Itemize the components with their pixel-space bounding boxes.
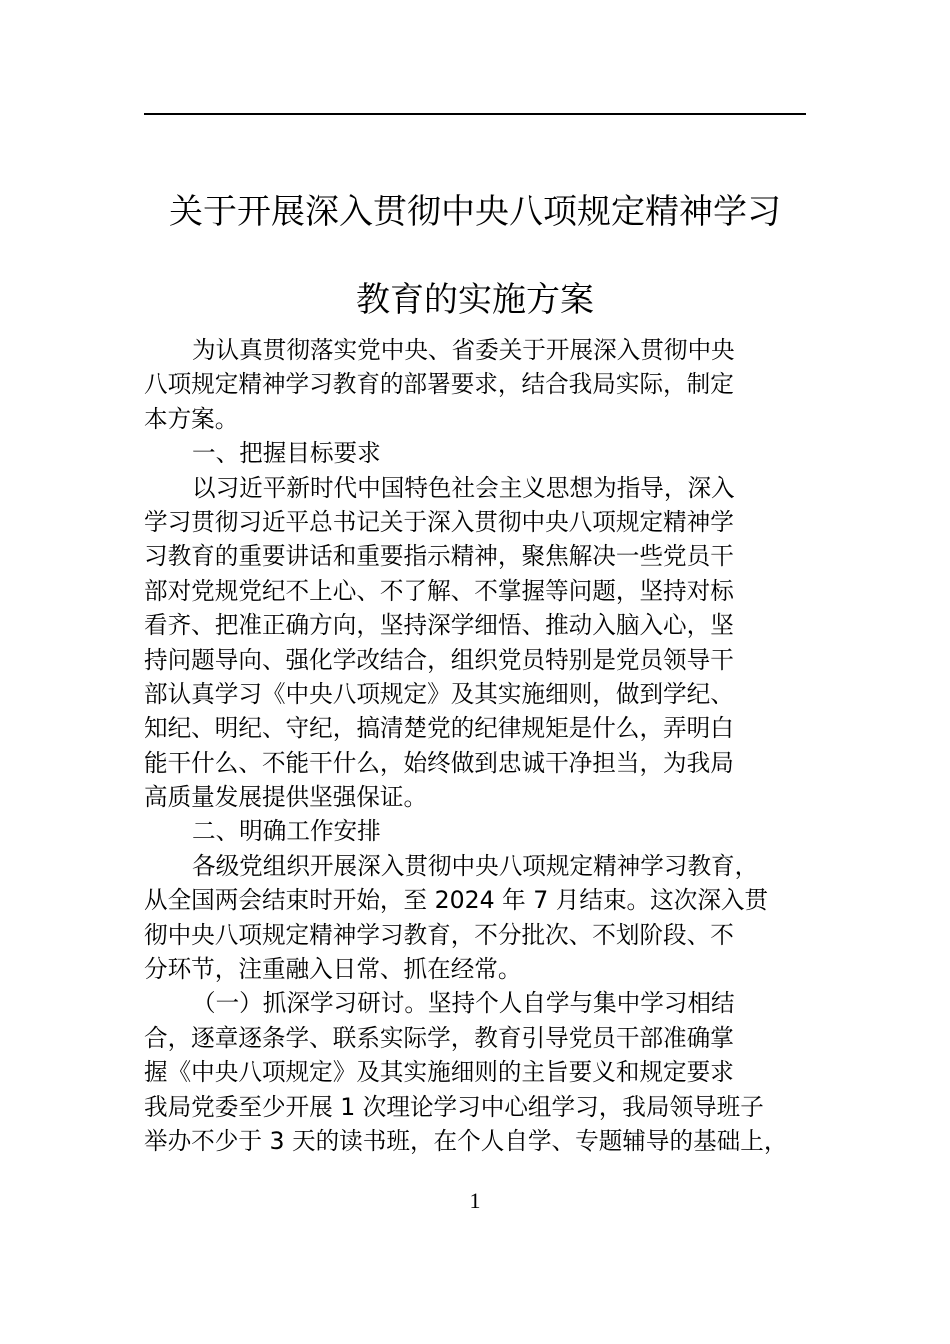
section-heading: 二、明确工作安排: [192, 817, 381, 846]
document-title: [144, 168, 806, 344]
section-heading: 一、把握目标要求: [192, 439, 381, 468]
page-number: 1: [469, 1188, 481, 1213]
paragraph-line: 以习近平新时代中国特色社会主义思想为指导，深入: [192, 473, 735, 502]
paragraph-line: 看齐、把准正确方向，坚持深学细悟、推动入脑入心，坚: [144, 611, 734, 640]
paragraph-line: 部认真学习《中央八项规定》及其实施细则，做到学纪、: [144, 679, 734, 708]
paragraph-line: 各级党组织开展深入贯彻中央八项规定精神学习教育，: [192, 851, 759, 880]
paragraph-line: 彻中央八项规定精神学习教育，不分批次、不划阶段、不: [144, 920, 734, 949]
paragraph-line: 本方案。: [144, 404, 239, 433]
paragraph-line: 持问题导向、强化学改结合，组织党员特别是党员领导干: [144, 645, 734, 674]
title-line-1: 关于开展深入贯彻中央八项规定精神学习: [169, 192, 781, 232]
paragraph-line: 握《中央八项规定》及其实施细则的主旨要义和规定要求: [144, 1058, 734, 1087]
paragraph-line: 知纪、明纪、守纪，搞清楚党的纪律规矩是什么，弄明白: [144, 714, 734, 743]
paragraph-line: 能干什么、不能干什么，始终做到忠诚干净担当，为我局: [144, 748, 734, 777]
paragraph-line: 分环节，注重融入日常、抓在经常。: [144, 955, 522, 984]
paragraph-line: 习教育的重要讲话和重要指示精神，聚焦解决一些党员干: [144, 542, 734, 571]
document-body: [144, 333, 806, 1158]
paragraph-line: 举办不少于 3 天的读书班，在个人自学、专题辅导的基础上，: [144, 1126, 788, 1155]
header-rule: [144, 113, 806, 115]
paragraph-line: 八项规定精神学习教育的部署要求，结合我局实际，制定: [144, 370, 734, 399]
paragraph-line: 高质量发展提供坚强保证。: [144, 783, 428, 812]
paragraph-line: 合，逐章逐条学、联系实际学，教育引导党员干部准确掌: [144, 1023, 734, 1052]
paragraph-line: 部对党规党纪不上心、不了解、不掌握等问题，坚持对标: [144, 576, 734, 605]
title-line-2: 教育的实施方案: [356, 280, 594, 320]
paragraph-line: （一）抓深学习研讨。坚持个人自学与集中学习相结: [192, 989, 735, 1018]
paragraph-line: 从全国两会结束时开始，至 2024 年 7 月结束。这次深入贯: [144, 886, 769, 915]
paragraph-line: 为认真贯彻落实党中央、省委关于开展深入贯彻中央: [192, 336, 735, 364]
paragraph-line: 学习贯彻习近平总书记关于深入贯彻中央八项规定精神学: [144, 507, 734, 536]
paragraph-line: 我局党委至少开展 1 次理论学习中心组学习，我局领导班子: [144, 1092, 764, 1121]
